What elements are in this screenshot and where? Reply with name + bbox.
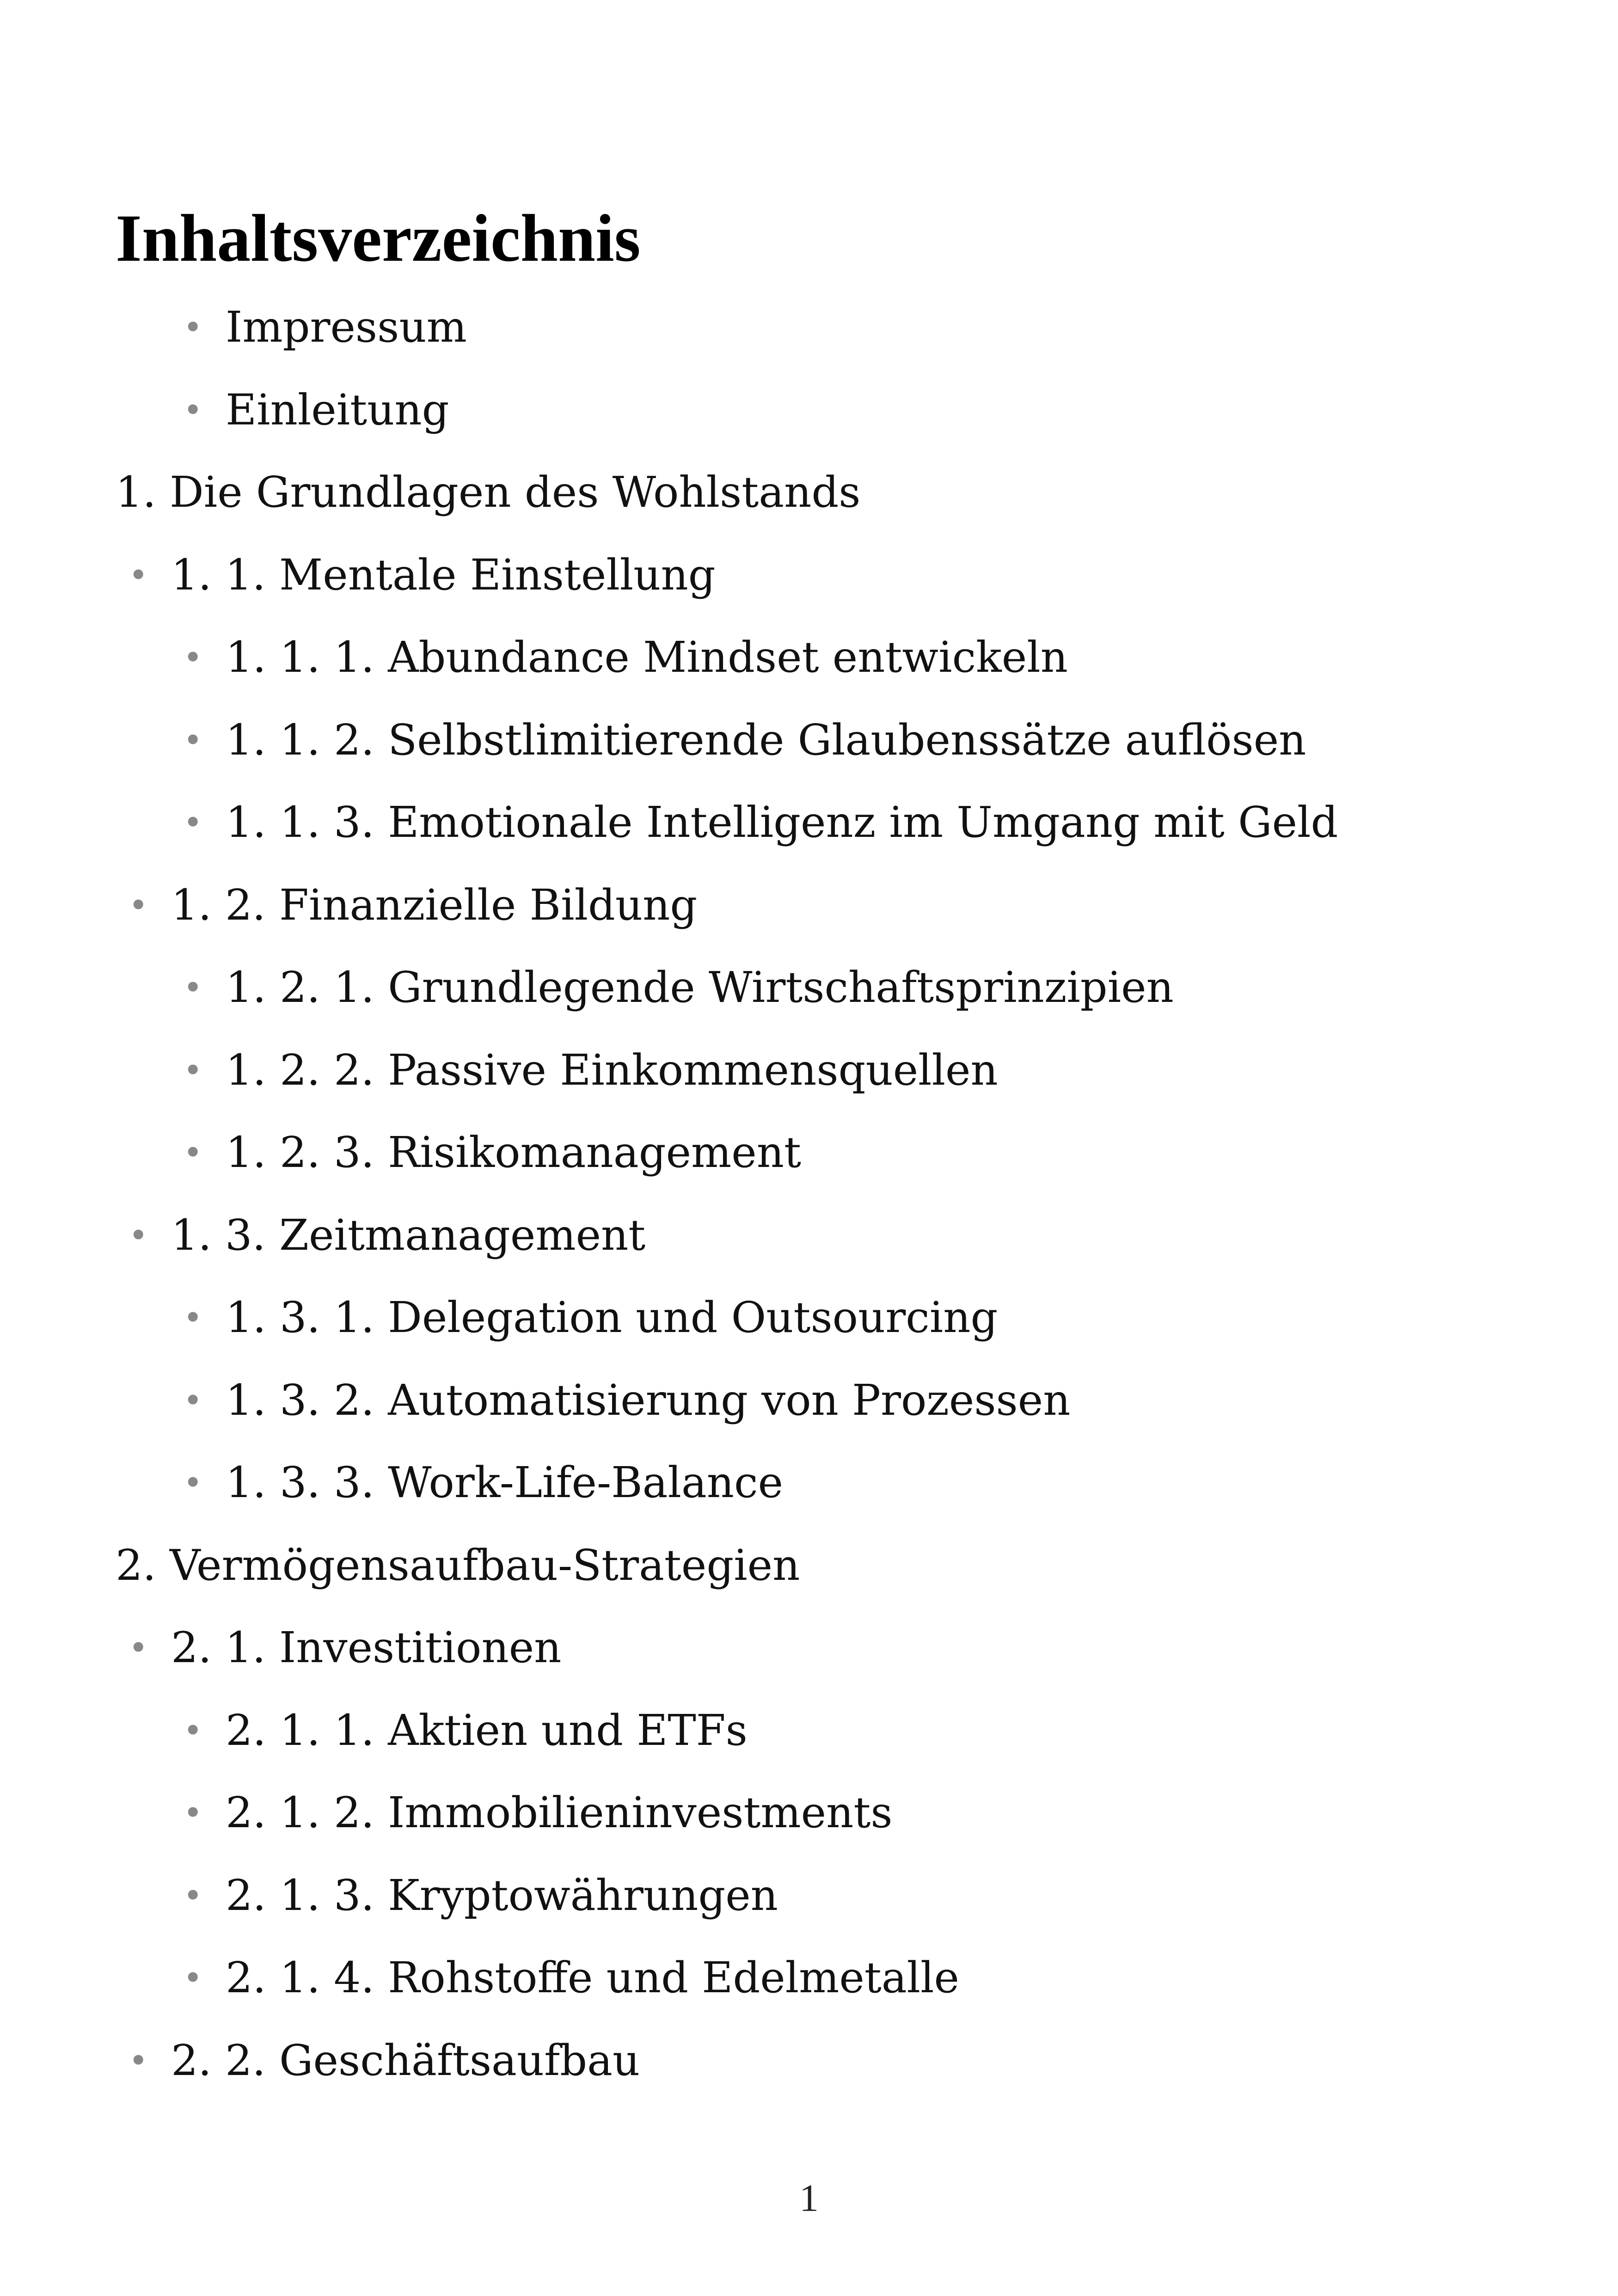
bullet-dot-icon: • <box>183 1381 203 1420</box>
toc-entry-label: 2. 1. Investitionen <box>171 1623 562 1672</box>
toc-entry-label: 1. 1. Mentale Einstellung <box>171 550 716 600</box>
toc-entry-label: 2. 1. 3. Kryptowährungen <box>226 1870 778 1920</box>
bullet-dot-icon: • <box>183 1463 203 1502</box>
toc-entry-label: 1. 1. 1. Abundance Mindset entwickeln <box>226 632 1068 682</box>
bullet-dot-icon: • <box>183 1050 203 1090</box>
toc-entry-label: 1. 3. 1. Delegation und Outsourcing <box>226 1293 998 1342</box>
toc-entry-label: Impressum <box>226 302 467 352</box>
bullet-dot-icon: • <box>183 720 203 760</box>
toc-entry-label: 1. 2. 2. Passive Einkommensquellen <box>226 1045 998 1095</box>
toc-entry-label: 2. Vermögensaufbau-Strategien <box>116 1540 800 1590</box>
toc-entry-label: 1. 2. Finanzielle Bildung <box>171 880 698 930</box>
toc-entry-label: 1. 3. 2. Automatisierung von Prozessen <box>226 1375 1071 1425</box>
toc-entry-label: 1. 3. Zeitmanagement <box>171 1210 646 1260</box>
toc-entry-label: 1. 2. 3. Risikomanagement <box>226 1128 801 1177</box>
bullet-dot-icon: • <box>129 1628 148 1667</box>
toc-entry-label: 2. 1. 4. Rohstoffe und Edelmetalle <box>226 1953 959 2002</box>
bullet-dot-icon: • <box>183 308 203 347</box>
bullet-dot-icon: • <box>183 390 203 430</box>
toc-entry-label: 1. 3. 3. Work-Life-Balance <box>226 1458 784 1507</box>
toc-entry-label: 1. 1. 2. Selbstlimitierende Glaubenssätze auflösen <box>226 715 1306 765</box>
bullet-dot-icon: • <box>183 638 203 677</box>
bullet-dot-icon: • <box>183 968 203 1007</box>
toc-entry-label: 2. 2. Geschäftsaufbau <box>171 2035 640 2085</box>
bullet-dot-icon: • <box>129 1216 148 1255</box>
bullet-dot-icon: • <box>183 1711 203 1750</box>
toc-entry-label: 1. Die Grundlagen des Wohlstands <box>116 467 861 517</box>
bullet-dot-icon: • <box>183 1793 203 1832</box>
toc-entry-label: 2. 1. 2. Immobilieninvestments <box>226 1788 893 1837</box>
toc-entry-label: 1. 1. 3. Emotionale Intelligenz im Umgang mit Geld <box>226 798 1338 847</box>
toc-entry-label: 2. 1. 1. Aktien und ETFs <box>226 1705 748 1755</box>
page-number: 1 <box>799 2177 819 2220</box>
bullet-dot-icon: • <box>183 1133 203 1172</box>
bullet-dot-icon: • <box>129 885 148 925</box>
page-title: Inhaltsverzeichnis <box>116 201 641 276</box>
bullet-dot-icon: • <box>183 803 203 842</box>
bullet-dot-icon: • <box>183 1876 203 1915</box>
bullet-dot-icon: • <box>183 1958 203 1997</box>
bullet-dot-icon: • <box>129 2041 148 2080</box>
bullet-dot-icon: • <box>183 1298 203 1337</box>
toc-entry-label: 1. 2. 1. Grundlegende Wirtschaftsprinzipien <box>226 963 1174 1012</box>
toc-entry-label: Einleitung <box>226 385 449 435</box>
bullet-dot-icon: • <box>129 555 148 595</box>
